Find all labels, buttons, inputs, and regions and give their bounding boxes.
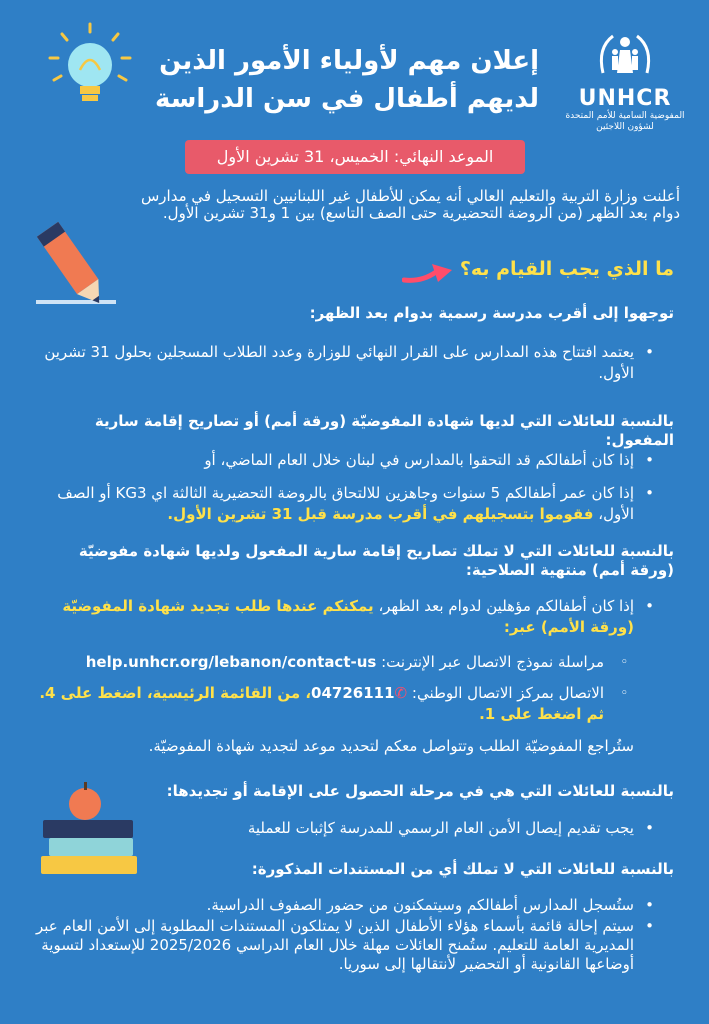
contact-form-link[interactable]: help.unhcr.org/lebanon/contact-us bbox=[85, 653, 377, 671]
section-4-heading: بالنسبة للعائلات التي هي في مرحلة الحصول على الإقامة أو تجديدها: bbox=[166, 782, 674, 800]
contact-options bbox=[34, 652, 634, 725]
bullet-text: إذا كان عمر أطفالكم 5 سنوات وجاهزين للالتحاق بالروضة التحضيرية الثالثة اي KG3 أو الصف الأول، bbox=[57, 484, 634, 523]
list-item bbox=[34, 683, 634, 725]
section-1-body bbox=[34, 342, 654, 384]
unhcr-logo bbox=[560, 28, 690, 133]
highlight-text: فقوموا بتسجيلهم في أقرب مدرسة قبل 31 تشرين الأول. bbox=[167, 505, 594, 523]
section-1-heading: توجهوا إلى أقرب مدرسة رسمية بدوام بعد الظهر: bbox=[309, 304, 674, 322]
logo-subtitle-2: لشؤون اللاجئين bbox=[596, 122, 654, 132]
question-heading: ما الذي يجب القيام به؟ bbox=[459, 258, 674, 280]
title-line-2: لديهم أطفال في سن الدراسة bbox=[155, 84, 539, 114]
list-item bbox=[34, 483, 654, 525]
section-3-heading: بالنسبة للعائلات التي لا تملك تصاريح إقامة سارية المفعول ولديها شهادة مفوضيّة (ورقة أمم) منتهية الصلاحية: bbox=[78, 542, 674, 579]
bullet-text: إذا كان أطفالكم مؤهلين لدوام بعد الظهر، bbox=[378, 597, 634, 615]
logo-text: UNHCR bbox=[578, 86, 672, 111]
phone-icon: ✆ bbox=[394, 684, 408, 702]
section-2-heading: بالنسبة للعائلات التي لديها شهادة المفوضيّة (ورقة أمم) أو تصاريح إقامة سارية المفعول: bbox=[94, 412, 674, 449]
section-2-body bbox=[34, 450, 654, 525]
highlight-text: يمكنكم عندها طلب تجديد شهادة المفوضيّة (ورقة الأمم) عبر: bbox=[62, 597, 634, 636]
call-center-label: الاتصال بمركز الاتصال الوطني: bbox=[411, 684, 604, 702]
list-item: • سيتم إحالة قائمة بأسماء هؤلاء الأطفال الذين لا يمتلكون المستندات المطلوبة إلى الأمن العام عبر المديرية العامة للتعليم. ستُمنح العائلات مهلة خلال العام الدراسي 2025/2026 للإستعداد لتسوية أوضاعها القانونية أو التحضير لأنتقالها إلى سوريا. bbox=[34, 917, 654, 974]
arrow-icon bbox=[402, 262, 454, 288]
section-5-body bbox=[34, 896, 654, 974]
logo-subtitle-1: المفوضية السامية للأمم المتحدة bbox=[565, 111, 685, 121]
page-title bbox=[119, 42, 539, 118]
contact-form-label: مراسلة نموذج الاتصال عبر الإنترنت: bbox=[381, 653, 604, 671]
highlight-text: ، من القائمة الرئيسية، اضغط على 4. ثم اضغط على 1. bbox=[39, 684, 604, 723]
title-line-1: إعلان مهم لأولياء الأمور الذين bbox=[159, 46, 539, 76]
list-item: • ستُسجل المدارس أطفالكم وسيتمكنون من حضور الصفوف الدراسية. bbox=[34, 896, 654, 915]
section-5-heading: بالنسبة للعائلات التي لا تملك أي من المستندات المذكورة: bbox=[251, 860, 674, 878]
section-3-body bbox=[34, 596, 654, 638]
section-3-closing: ستُراجع المفوضيّة الطلب وتتواصل معكم لتحديد موعد لتجديد شهادة المفوضيّة. bbox=[148, 737, 634, 755]
list-item bbox=[34, 596, 654, 638]
phone-number[interactable]: 04726111 bbox=[311, 684, 395, 702]
section-4-body bbox=[34, 818, 654, 839]
list-item: • يعتمد افتتاح هذه المدارس على القرار النهائي للوزارة وعدد الطلاب المسجلين بحلول 31 تشرين الأول. bbox=[34, 342, 654, 384]
intro-text: أعلنت وزارة التربية والتعليم العالي أنه يمكن للأطفال غير اللبنانيين التسجيل في مدارس دوام بعد الظهر (من الروضة التحضيرية حتى الصف التاسع) بين 1 و31 تشرين الأول. bbox=[140, 187, 680, 222]
list-item bbox=[34, 652, 634, 673]
deadline-banner: الموعد النهائي: الخميس، 31 تشرين الأول bbox=[185, 140, 525, 174]
list-item: • يجب تقديم إيصال الأمن العام الرسمي للمدرسة كإثبات للعملية bbox=[34, 818, 654, 839]
unhcr-emblem-icon bbox=[595, 28, 655, 78]
list-item: • إذا كان أطفالكم قد التحقوا بالمدارس في لبنان خلال العام الماضي، أو bbox=[34, 450, 654, 471]
